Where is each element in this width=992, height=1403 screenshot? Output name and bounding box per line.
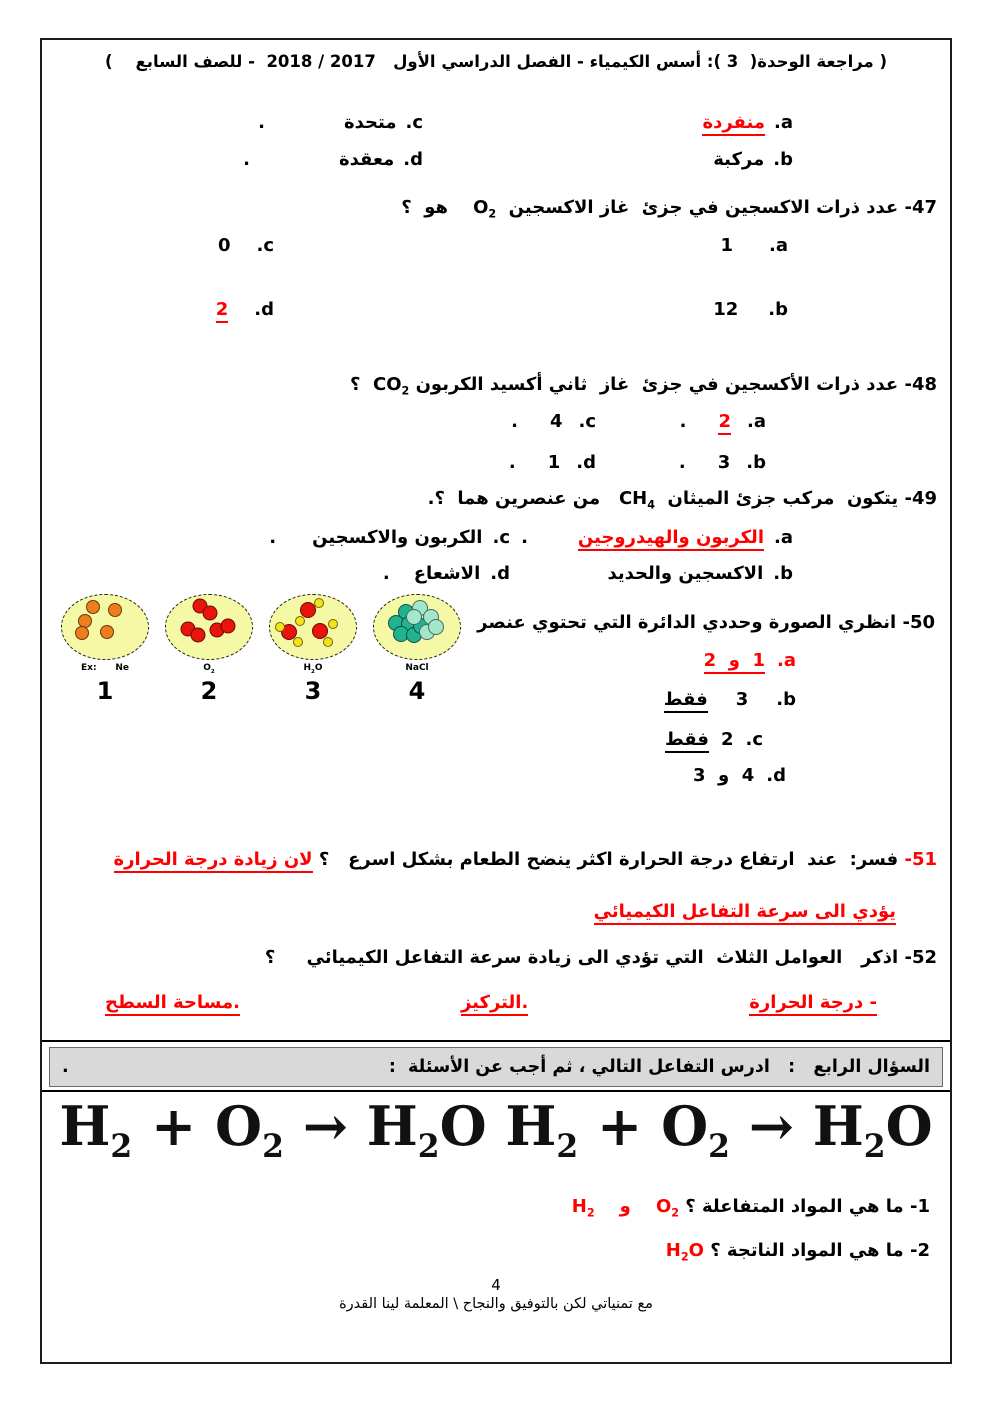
circle-o2-label: $O_2$ xyxy=(203,663,215,675)
section-4-dot: . xyxy=(62,1057,69,1077)
q47-option-b xyxy=(713,299,788,320)
q48-option-d-value: 1 xyxy=(547,452,561,473)
circle-ne-primary-atom xyxy=(108,603,122,617)
q46-option-b-label: b. xyxy=(773,149,793,170)
q46-options-row-2 xyxy=(44,149,948,175)
sub1-text: ما هي المواد المتفاعلة ؟ xyxy=(679,1196,904,1217)
q50-option-d-label: d. xyxy=(766,765,786,786)
q50-option-a-label: a. xyxy=(777,650,796,671)
q49-option-c-value: الكربون والاكسجين xyxy=(312,527,483,548)
sub2-number: 2- xyxy=(909,1240,930,1261)
q48-option-a-dot: . xyxy=(679,411,687,432)
question-49 xyxy=(60,488,937,512)
q50-option-row-b xyxy=(44,689,948,715)
q48-option-c-value: 4 xyxy=(549,411,563,432)
q47-options-row-1 xyxy=(44,235,948,261)
q50-option-a-value: 1 و 2 xyxy=(704,650,765,674)
q49-option-a-dot: . xyxy=(521,527,528,548)
question-51 xyxy=(60,849,937,870)
question-48 xyxy=(60,374,937,398)
q46-option-b-value: مركبة xyxy=(713,149,765,170)
q48-option-b-dot: . xyxy=(678,452,686,473)
q48-option-d-dot: . xyxy=(508,452,516,473)
q52-answer-line xyxy=(105,992,877,1016)
q49-option-d xyxy=(383,563,510,584)
q50-option-row-c xyxy=(44,729,948,755)
q48-option-b-label: b. xyxy=(746,452,766,473)
q49-options-row-2 xyxy=(44,563,948,589)
circle-h2o-secondary-atom xyxy=(323,637,333,647)
circle-nacl-secondary-atom xyxy=(406,609,422,625)
q49-option-b-value: الاكسجين والحديد xyxy=(607,563,764,584)
circle-h2o-secondary-atom xyxy=(295,616,305,626)
circle-ne-primary-atom xyxy=(100,625,114,639)
q50-option-d-value: 4 و 3 xyxy=(692,765,755,786)
q50-text: انظري الصورة وحددي الدائرة التي تحتوي عنصر xyxy=(477,612,897,633)
q51-text: فسر: عند ارتفاع درجة الحرارة اكثر ينضح الطعام بشكل اسرع ؟ xyxy=(312,849,899,870)
circle-ne-primary-atom xyxy=(86,600,100,614)
circle-h2o-number: 3 xyxy=(304,677,322,705)
q48-text: عدد ذرات الأكسجين في جزئ غاز ثاني أكسيد الكربون $CO_2$ ؟ xyxy=(350,374,899,398)
q47-option-d-label: d. xyxy=(254,299,274,320)
q46-option-a-value: منفردة xyxy=(702,112,765,136)
q46-option-d xyxy=(243,149,423,170)
page-title: ( مراجعة الوحدة( 3 ): أسس الكيمياء - الفصل الدراسي الأول 2017 / 2018 - للصف السابع ) xyxy=(104,52,888,71)
circle-nacl-secondary-atom xyxy=(428,619,444,635)
q46-option-d-dot: . xyxy=(243,149,250,170)
q50-option-b-extra: فقط xyxy=(664,689,708,713)
q48-option-b xyxy=(679,452,766,473)
q49-number: 49- xyxy=(904,488,937,509)
sub-question-2 xyxy=(60,1240,930,1264)
circle-h2o-secondary-atom xyxy=(275,622,285,632)
q49-option-c-dot: . xyxy=(269,527,277,548)
question-47 xyxy=(60,197,937,221)
q49-text: يتكون مركب جزئ الميثان $CH_4$ من عنصرين هما ؟. xyxy=(427,488,899,512)
q47-option-a-value: 1 xyxy=(720,235,733,256)
q50-option-b-value: 3 xyxy=(735,689,749,710)
q47-option-c-value: 0 xyxy=(217,235,231,256)
circle-o2-primary-atom xyxy=(190,627,205,642)
sub1-number: 1- xyxy=(909,1196,930,1217)
q49-option-b xyxy=(607,563,793,584)
sub-question-1 xyxy=(60,1196,930,1220)
q49-option-a xyxy=(521,527,793,551)
q52-answer-1: - درجة الحرارة xyxy=(749,992,877,1016)
page-number: 4 xyxy=(491,1276,501,1294)
circle-ne-number: 1 xyxy=(96,677,114,705)
q46-option-c xyxy=(258,112,423,133)
q47-option-c-label: c. xyxy=(256,235,274,256)
q48-number: 48- xyxy=(904,374,937,395)
q49-options-row-1 xyxy=(44,527,948,553)
q50-option-d xyxy=(693,765,786,786)
q48-option-d xyxy=(509,452,596,473)
q47-option-d xyxy=(216,299,274,323)
q46-option-a xyxy=(702,112,793,136)
circle-h2o-secondary-atom xyxy=(314,598,324,608)
circle-h2o-secondary-atom xyxy=(328,619,338,629)
q50-option-c-value: 2 xyxy=(720,729,734,750)
q48-option-c-label: c. xyxy=(578,411,596,432)
q51-answer-line-2 xyxy=(594,901,896,922)
q47-text: عدد ذرات الاكسجين في جزئ غاز الاكسجين $O_2$ هو ؟ xyxy=(401,197,899,221)
q50-option-c-label: c. xyxy=(745,729,763,750)
q51-number: 51- xyxy=(904,849,937,870)
q50-option-a xyxy=(704,650,796,674)
q49-option-a-label: a. xyxy=(774,527,793,548)
q50-option-row-d xyxy=(44,765,948,791)
q49-option-d-dot: . xyxy=(382,563,390,584)
q48-option-c xyxy=(511,411,596,432)
q50-option-c-extra: فقط xyxy=(665,729,709,753)
q48-option-d-label: d. xyxy=(576,452,596,473)
q46-option-a-label: a. xyxy=(774,112,793,133)
circle-ne-primary-atom xyxy=(75,626,89,640)
q49-option-c xyxy=(269,527,510,548)
q47-option-d-value: 2 xyxy=(216,299,229,323)
sub2-text: ما هي المواد الناتجة ؟ xyxy=(703,1240,904,1261)
circle-o2-primary-atom xyxy=(202,605,217,620)
question-50 xyxy=(477,612,935,633)
q47-number: 47- xyxy=(904,197,937,218)
circle-o2-primary-atom xyxy=(220,619,235,634)
section-4-title: السؤال الرابع : ادرس التفاعل التالي ، ثم أجب عن الأسئلة : xyxy=(388,1057,930,1077)
circle-h2o-label: $H_2O$ xyxy=(303,663,323,675)
q49-option-d-value: الاشعاع xyxy=(413,563,481,584)
footer-wish: مع تمنياتي لكن بالتوفيق والنجاح \ المعلمة لينا القدرة xyxy=(339,1296,653,1312)
q46-option-d-value: معقدة xyxy=(338,149,395,170)
q48-option-a-value: 2 xyxy=(718,411,731,435)
q52-number: 52- xyxy=(904,947,937,968)
section-4-box xyxy=(42,1040,950,1092)
q48-options-row-2 xyxy=(44,452,948,478)
q49-option-a-value: الكربون والهيدروجين xyxy=(578,527,764,551)
circle-ne-label: Ex: Ne xyxy=(81,663,129,673)
reaction-equation: $H_2 + O_2 \to H_2O$ $H_2 + O_2 \to H_2O$ xyxy=(59,1094,933,1165)
q46-options-row-1 xyxy=(44,112,948,138)
q48-options-row-1 xyxy=(44,411,948,437)
q46-option-c-label: c. xyxy=(405,112,423,133)
q50-option-row-a xyxy=(44,650,948,676)
q47-option-a xyxy=(720,235,788,256)
q49-option-d-label: d. xyxy=(490,563,510,584)
q47-option-b-value: 12 xyxy=(713,299,739,320)
q48-option-a-label: a. xyxy=(747,411,766,432)
q52-answer-2: .التركيز xyxy=(461,992,528,1016)
q50-option-b-label: b. xyxy=(776,689,796,710)
section-4-bar xyxy=(49,1047,943,1087)
q46-option-c-dot: . xyxy=(258,112,265,133)
question-52 xyxy=(60,947,937,968)
q48-option-c-dot: . xyxy=(511,411,518,432)
circle-o2-number: 2 xyxy=(200,677,218,705)
q49-option-c-label: c. xyxy=(492,527,510,548)
q47-option-b-label: b. xyxy=(768,299,788,320)
q50-number: 50- xyxy=(902,612,935,633)
q52-text: اذكر العوامل الثلاث التي تؤدي الى زيادة سرعة التفاعل الكيميائي ؟ xyxy=(264,947,899,968)
sub2-answer: $H_2O$ xyxy=(665,1240,704,1264)
q48-option-b-value: 3 xyxy=(717,452,731,473)
circle-h2o-secondary-atom xyxy=(293,637,303,647)
q51-answer-part-2: يؤدي الى سرعة التفاعل الكيميائي xyxy=(594,901,896,925)
q51-answer-part-1: لان زيادة درجة الحرارة xyxy=(114,849,313,873)
circle-nacl-number: 4 xyxy=(408,677,426,705)
q52-answer-3: .مساحة السطح xyxy=(105,992,240,1016)
circle-nacl-label: NaCl xyxy=(405,663,429,673)
q47-option-c xyxy=(218,235,274,256)
sub1-answer: $O_2$ و $H_2$ xyxy=(571,1196,680,1220)
q46-option-c-value: متحدة xyxy=(343,112,397,133)
q49-option-b-label: b. xyxy=(773,563,793,584)
q47-options-row-2 xyxy=(44,299,948,325)
q50-option-b xyxy=(664,689,796,713)
q50-option-c xyxy=(665,729,763,753)
q46-option-b xyxy=(713,149,793,170)
q47-option-a-label: a. xyxy=(769,235,788,256)
q46-option-d-label: d. xyxy=(403,149,423,170)
q48-option-a xyxy=(680,411,766,435)
